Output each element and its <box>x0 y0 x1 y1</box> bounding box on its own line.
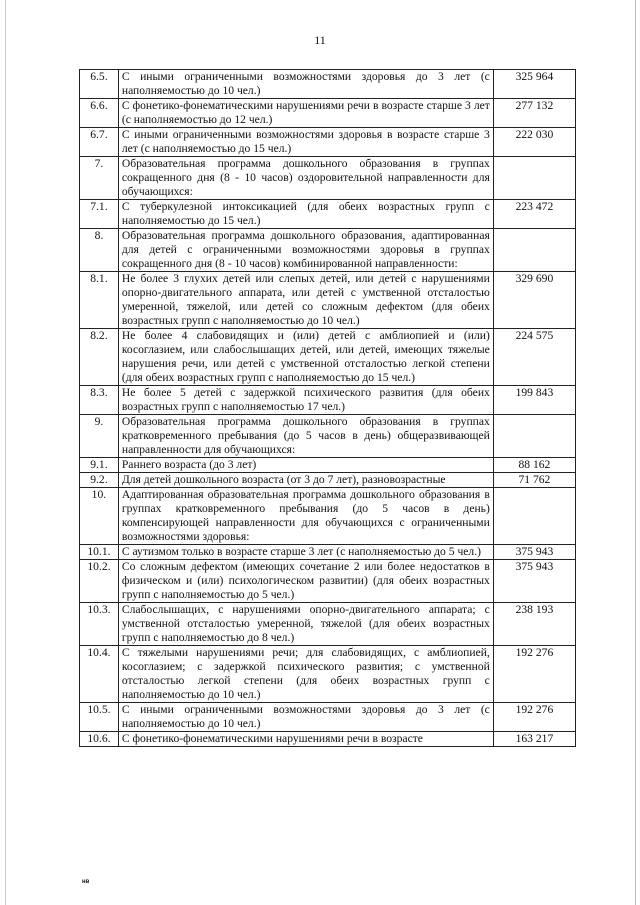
table-row <box>80 272 576 329</box>
row-description: Не более 5 детей с задержкой психического развития (для обеих возрастных групп с наполняемостью 17 чел.) <box>118 386 493 415</box>
row-amount: 375 943 <box>493 560 575 603</box>
row-amount: 238 193 <box>493 603 575 646</box>
row-description: Не более 4 слабовидящих и (или) детей с амблиопией и (или) косоглазием, или слабослышащих детей, или детей, имеющих тяжелые нарушения речи, или детей с умственной отсталостью легкой степени (для обеих возрастных групп с наполняемостью до 15 чел.) <box>118 329 493 386</box>
footer-mark: нв <box>82 879 90 885</box>
row-number: 6.7. <box>80 128 119 157</box>
table-row <box>80 603 576 646</box>
row-description: С иными ограниченными возможностями здоровья до 3 лет (с наполняемостью до 10 чел.) <box>118 70 493 99</box>
table-row <box>80 70 576 99</box>
row-number: 9.2. <box>80 473 119 488</box>
table-row <box>80 458 576 473</box>
tariff-table <box>79 69 576 747</box>
row-amount: 223 472 <box>493 200 575 229</box>
row-number: 7.1. <box>80 200 119 229</box>
row-description: Образовательная программа дошкольного образования в группах кратковременного пребывания (до 5 часов в день) общеразвивающей направленности для обучающихся: <box>118 415 493 458</box>
table-row <box>80 545 576 560</box>
row-description: Образовательная программа дошкольного образования, адаптированная для детей с ограниченными возможностями здоровья в группах сокращенного дня (8 - 10 часов) комбинированной направленности: <box>118 229 493 272</box>
table-row <box>80 415 576 458</box>
row-number: 7. <box>80 157 119 200</box>
row-amount: 325 964 <box>493 70 575 99</box>
table-row <box>80 200 576 229</box>
row-amount <box>493 157 575 200</box>
row-number: 10.6. <box>80 732 119 747</box>
table-row <box>80 157 576 200</box>
table-body <box>80 70 576 747</box>
row-amount: 192 276 <box>493 703 575 732</box>
table-row <box>80 560 576 603</box>
row-number: 10.1. <box>80 545 119 560</box>
row-number: 8.1. <box>80 272 119 329</box>
row-number: 9.1. <box>80 458 119 473</box>
row-number: 6.6. <box>80 99 119 128</box>
row-description: С иными ограниченными возможностями здоровья до 3 лет (с наполняемостью до 10 чел.) <box>118 703 493 732</box>
row-amount: 88 162 <box>493 458 575 473</box>
row-amount: 199 843 <box>493 386 575 415</box>
table-row <box>80 229 576 272</box>
row-description: Адаптированная образовательная программа дошкольного образования в группах кратковременного пребывания (до 5 часов в день) компенсирующей направленности для обучающихся с ограниченными возможностями здоровья: <box>118 488 493 545</box>
table-row <box>80 329 576 386</box>
scan-left-edge <box>5 0 6 905</box>
row-number: 10.5. <box>80 703 119 732</box>
row-amount: 329 690 <box>493 272 575 329</box>
row-number: 10.2. <box>80 560 119 603</box>
row-description: С туберкулезной интоксикацией (для обеих возрастных групп с наполняемостью до 15 чел.) <box>118 200 493 229</box>
page-number: 11 <box>314 33 326 47</box>
row-description: С иными ограниченными возможностями здоровья в возрасте старше 3 лет (с наполняемостью до 15 чел.) <box>118 128 493 157</box>
row-amount: 277 132 <box>493 99 575 128</box>
table-row <box>80 128 576 157</box>
row-description: Слабослышащих, с нарушениями опорно-двигательного аппарата; с умственной отсталостью умеренной, тяжелой (для обеих возрастных групп с наполняемостью до 8 чел.) <box>118 603 493 646</box>
row-amount <box>493 229 575 272</box>
row-amount: 192 276 <box>493 646 575 703</box>
row-number: 8.2. <box>80 329 119 386</box>
table-row <box>80 488 576 545</box>
row-description: С фонетико-фонематическими нарушениями речи в возрасте <box>118 732 493 747</box>
row-amount: 222 030 <box>493 128 575 157</box>
row-number: 8. <box>80 229 119 272</box>
row-amount: 375 943 <box>493 545 575 560</box>
row-number: 10.4. <box>80 646 119 703</box>
row-amount <box>493 488 575 545</box>
table-row <box>80 646 576 703</box>
row-amount <box>493 415 575 458</box>
table-row <box>80 473 576 488</box>
row-description: Образовательная программа дошкольного образования в группах сокращенного дня (8 - 10 часов) оздоровительной направленности для обучающихся: <box>118 157 493 200</box>
row-amount: 163 217 <box>493 732 575 747</box>
row-number: 8.3. <box>80 386 119 415</box>
row-description: С тяжелыми нарушениями речи; для слабовидящих, с амблиопией, косоглазием; с задержкой психического развития; с умственной отсталостью легкой степени (для обеих возрастных групп с наполняемостью до 10 чел.) <box>118 646 493 703</box>
table-row <box>80 732 576 747</box>
row-number: 6.5. <box>80 70 119 99</box>
table-row <box>80 386 576 415</box>
row-number: 10. <box>80 488 119 545</box>
row-description: Не более 3 глухих детей или слепых детей, или детей с нарушениями опорно-двигательного аппарата, или детей с умственной отсталостью умеренной, тяжелой, или детей со сложным дефектом (для обеих возрастных групп с наполняемостью до 10 чел.) <box>118 272 493 329</box>
row-amount: 224 575 <box>493 329 575 386</box>
table-row <box>80 703 576 732</box>
table-row <box>80 99 576 128</box>
row-description: Со сложным дефектом (имеющих сочетание 2 или более недостатков в физическом и (или) психологическом развитии) (для обеих возрастных групп с наполняемостью до 5 чел.) <box>118 560 493 603</box>
row-description: Для детей дошкольного возраста (от 3 до 7 лет), разновозрастные <box>118 473 493 488</box>
row-description: С фонетико-фонематическими нарушениями речи в возрасте старше 3 лет (с наполняемостью до 12 чел.) <box>118 99 493 128</box>
row-description: С аутизмом только в возрасте старше 3 лет (с наполняемостью до 5 чел.) <box>118 545 493 560</box>
row-description: Раннего возраста (до 3 лет) <box>118 458 493 473</box>
row-number: 9. <box>80 415 119 458</box>
row-amount: 71 762 <box>493 473 575 488</box>
scan-right-edge <box>635 0 636 905</box>
row-number: 10.3. <box>80 603 119 646</box>
